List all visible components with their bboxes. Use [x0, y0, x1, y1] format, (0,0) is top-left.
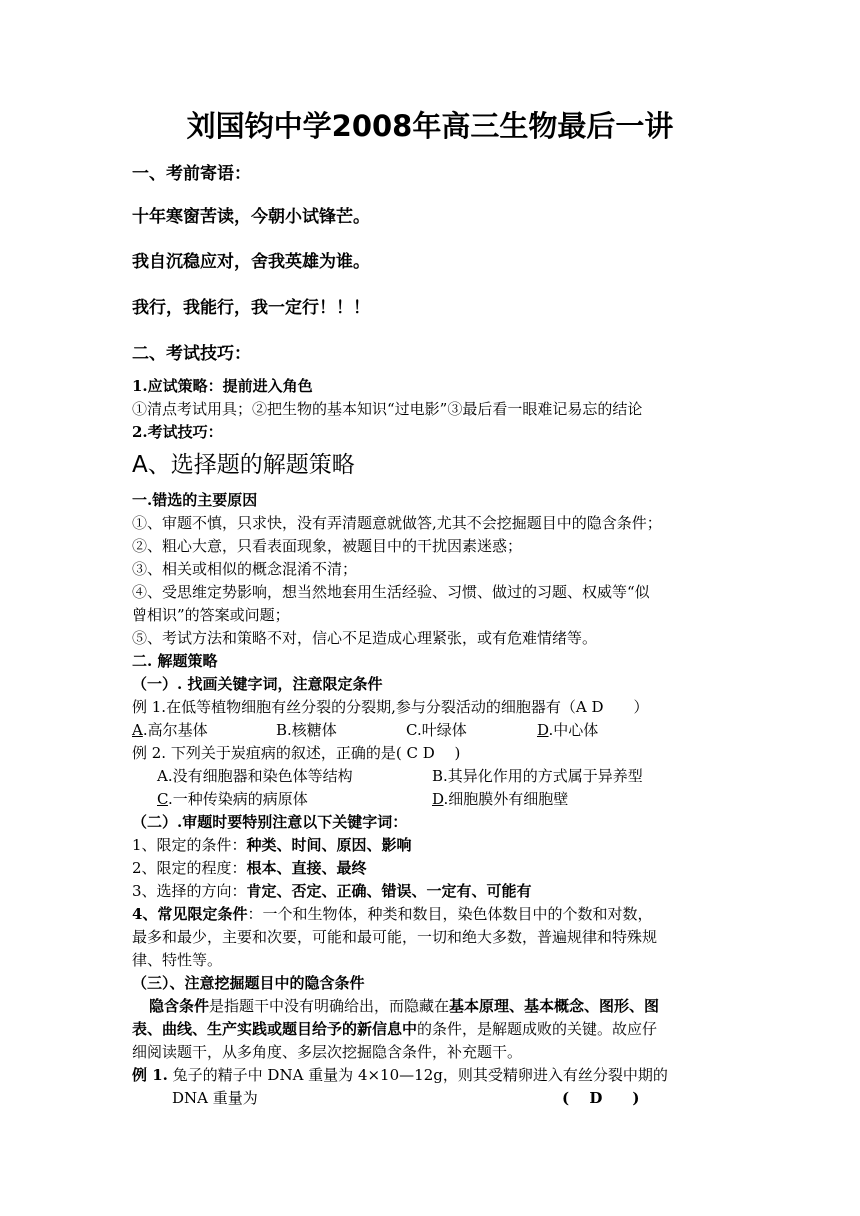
example-2-option-d: D.细胞膜外有细胞壁 — [432, 790, 569, 808]
keyword-line-4-cont-1: 最多和最少，主要和次要，可能和最可能，一切和绝大多数，普遍规律和特殊规 — [132, 928, 658, 946]
message-line-1: 十年寒窗苦读，今朝小试锋芒。 — [132, 207, 370, 227]
error-item-4-cont: 曾相识”的答案或问题； — [132, 606, 290, 624]
example-3-line-1: 例 1. 兔子的精子中 DNA 重量为 4×10—12g，则其受精卵进入有丝分裂中期的 — [132, 1066, 668, 1084]
hidden-condition-para-line-2: 表、曲线、生产实践或题目给予的新信息中的条件，是解题成败的关键。故应仔 — [132, 1020, 658, 1038]
example-3-answer: ( D ) — [562, 1089, 640, 1107]
error-item-4: ④、受思维定势影响，想当然地套用生活经验、习惯、做过的习题、权威等“似 — [132, 583, 650, 601]
hidden-condition-para-line-1: 隐含条件是指题干中没有明确给出，而隐藏在基本原理、基本概念、图形、图 — [149, 997, 660, 1015]
section-a-heading: A、选择题的解题策略 — [132, 452, 355, 478]
keyword-line-2: 2、限定的程度：根本、直接、最终 — [132, 859, 367, 877]
example-3-line-2: DNA 重量为 — [172, 1089, 258, 1107]
keyword-line-4: 4、常见限定条件：一个和生物体，种类和数目，染色体数目中的个数和对数， — [132, 905, 653, 923]
document-title: 刘国钧中学2008年高三生物最后一讲 — [186, 109, 674, 143]
strategy-text: ①清点考试用具；②把生物的基本知识“过电影”③最后看一眼难记易忘的结论 — [132, 400, 643, 418]
keyword-line-4-cont-2: 律、特性等。 — [132, 951, 223, 969]
section-heading-exam-skills: 二、考试技巧： — [132, 344, 251, 364]
example-1-option-a: A.高尔基体 — [132, 721, 208, 739]
errors-title: 一.错选的主要原因 — [132, 491, 258, 509]
error-item-2: ②、粗心大意，只看表面现象，被题目中的干扰因素迷惑； — [132, 537, 523, 555]
strategy-title: 1.应试策略：提前进入角色 — [132, 377, 313, 395]
example-1-option-b: B.核糖体 — [276, 721, 337, 739]
keyword-line-3: 3、选择的方向：肯定、否定、正确、错误、一定有、可能有 — [132, 882, 532, 900]
error-item-5: ⑤、考试方法和策略不对，信心不足造成心理紧张，或有危难情绪等。 — [132, 629, 598, 647]
hidden-condition-para-line-3: 细阅读题干，从多角度、多层次挖掘隐含条件，补充题干。 — [132, 1043, 523, 1061]
strategy-section-title: 二. 解题策略 — [132, 652, 218, 670]
subsection-1-title: （一）. 找画关键字词，注意限定条件 — [132, 675, 383, 693]
example-1-option-d: D.中心体 — [537, 721, 599, 739]
example-2-option-c: C.一种传染病的病原体 — [157, 790, 308, 808]
section-heading-exam-message: 一、考前寄语： — [132, 164, 251, 184]
error-item-1: ①、审题不慎，只求快，没有弄清题意就做答,尤其不会挖掘题目中的隐含条件； — [132, 514, 662, 532]
example-1-option-c: C.叶绿体 — [406, 721, 467, 739]
error-item-3: ③、相关或相似的概念混淆不清； — [132, 560, 358, 578]
message-line-2: 我自沉稳应对，舍我英雄为谁。 — [132, 252, 370, 272]
keyword-line-1: 1、限定的条件：种类、时间、原因、影响 — [132, 836, 412, 854]
message-line-3: 我行，我能行，我一定行！！！ — [132, 298, 370, 318]
skills-title: 2.考试技巧： — [132, 423, 223, 441]
example-2-option-b: B.其异化作用的方式属于异养型 — [432, 767, 643, 785]
subsection-3-title: （三）、注意挖掘题目中的隐含条件 — [132, 974, 365, 992]
subsection-2-title: （二）.审题时要特别注意以下关键字词： — [132, 813, 408, 831]
example-2-option-a: A.没有细胞器和染色体等结构 — [157, 767, 353, 785]
example-1-stem: 例 1.在低等植物细胞有丝分裂的分裂期,参与分裂活动的细胞器有（A D ） — [132, 698, 649, 716]
example-2-stem: 例 2. 下列关于炭疽病的叙述，正确的是( C D ) — [132, 744, 461, 762]
